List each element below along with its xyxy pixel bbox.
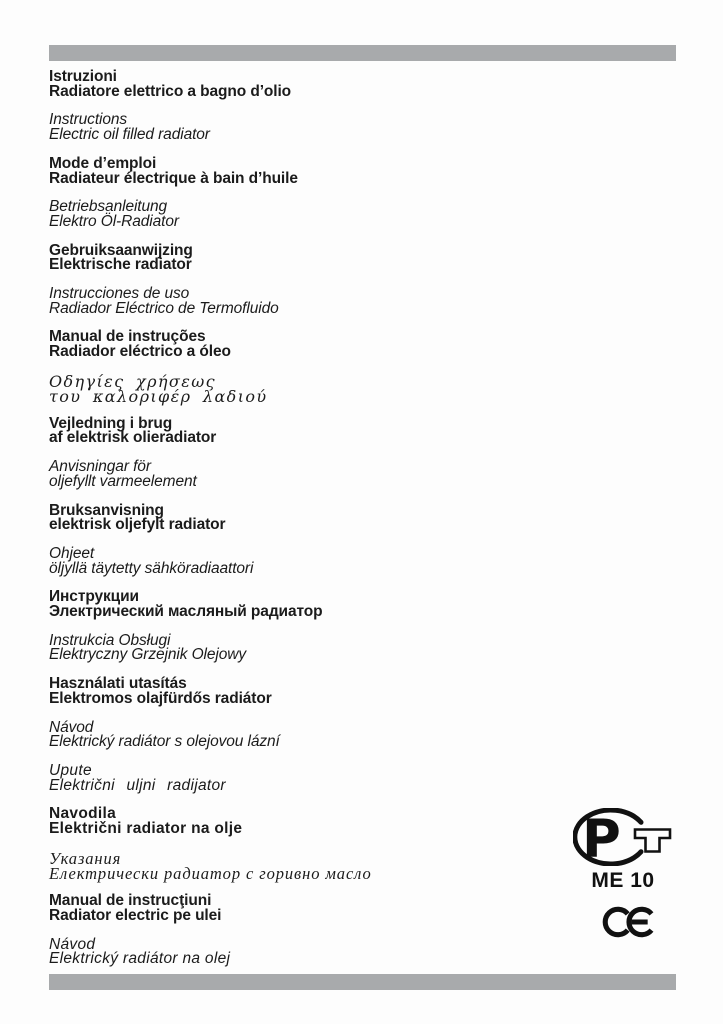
title-line: Návod (49, 935, 96, 953)
title-line: Vejledning i brug (49, 414, 173, 432)
title-line: Manual de instruções (49, 328, 206, 346)
subtitle-line: Radiator electric pe ulei (49, 907, 222, 925)
language-block-dutch (49, 241, 569, 274)
ce-mark-block (601, 903, 657, 941)
rostest-approval-code: ME 10 (591, 869, 655, 892)
svg-text:Р: Р (582, 809, 621, 866)
subtitle-line: oljefyllt varmeelement (49, 472, 197, 490)
title-line: Használati utasítás (49, 675, 187, 693)
title-line: Anvisningar för (49, 458, 151, 476)
bottom-divider-bar (49, 974, 676, 990)
rostest-certification-block (573, 808, 673, 893)
language-block-russian (49, 590, 569, 619)
language-block-polish (49, 631, 569, 664)
title-line: Инструкции (49, 588, 139, 606)
language-block-portuguese (49, 330, 569, 359)
subtitle-line: af elektrisk olieradiator (49, 429, 217, 447)
title-line: Instrucciones de uso (49, 285, 190, 303)
rostest-pct-certification-icon (573, 808, 673, 866)
subtitle-line: Radiador Eléctrico de Termofluido (49, 299, 279, 317)
subtitle-line: του καλοριφέρ λαδιού (49, 387, 268, 407)
title-line: Ohjeet (49, 544, 95, 562)
subtitle-line: Radiateur électrique à bain d’huile (49, 169, 298, 187)
title-line: Указания (49, 848, 122, 868)
language-block-spanish (49, 287, 569, 316)
title-line: Návod (49, 718, 94, 736)
subtitle-line: Elektromos olajfürdős radiátor (49, 689, 272, 707)
title-line: Instructions (49, 111, 128, 129)
title-line: Οδηγίες χρήσεως (49, 371, 217, 391)
ce-mark-icon (601, 903, 657, 941)
language-block-romanian (49, 894, 569, 923)
language-block-swedish (49, 460, 569, 489)
language-block-french (49, 154, 569, 187)
language-block-greek (49, 371, 569, 407)
subtitle-line: Elektro Öl-Radiator (49, 212, 179, 230)
subtitle-line: Električni uljni radijator (49, 776, 226, 794)
subtitle-line: Elektrický radiátor na olej (49, 950, 231, 968)
subtitle-line: Електрически радиатор с горивно масло (49, 864, 372, 884)
subtitle-line: Electric oil filled radiator (49, 126, 210, 144)
language-block-slovak (49, 935, 569, 968)
title-line: Betriebsanleitung (49, 198, 168, 216)
language-block-norwegian (49, 501, 569, 534)
subtitle-line: Elektrische radiator (49, 256, 192, 274)
title-line: Istruzioni (49, 68, 117, 85)
subtitle-line: Radiatore elettrico a bagno d’olio (49, 82, 292, 100)
subtitle-line: Radiador eléctrico a óleo (49, 343, 231, 361)
subtitle-line: elektrisk oljefylt radiator (49, 516, 226, 534)
subtitle-line: öljyllä täytetty sähköradiaattori (49, 559, 254, 577)
title-line: Manual de instrucţiuni (49, 892, 212, 910)
language-block-finnish (49, 544, 569, 577)
title-line: Navodila (49, 805, 117, 823)
language-block-german (49, 200, 569, 229)
language-title-list (49, 70, 569, 981)
title-line: Gebruiksaanwijzing (49, 241, 193, 259)
language-block-italian (49, 70, 569, 99)
language-block-english (49, 113, 569, 142)
language-block-slovenian (49, 807, 569, 836)
title-line: Bruksanvisning (49, 501, 164, 519)
language-block-bulgarian (49, 848, 569, 884)
language-block-danish (49, 414, 569, 447)
subtitle-line: Elektryczny Grzejnik Olejowy (49, 646, 247, 664)
title-line: Instrukcia Obsługi (49, 631, 171, 649)
subtitle-line: Электрический масляный радиатор (49, 603, 323, 621)
top-divider-bar (49, 45, 676, 61)
subtitle-line: Elektrický radiátor s olejovou lázní (49, 733, 280, 751)
language-block-croatian (49, 764, 569, 793)
language-block-czech (49, 718, 569, 751)
language-block-hungarian (49, 677, 569, 706)
title-line: Upute (49, 762, 92, 779)
subtitle-line: Električni radiator na olje (49, 820, 243, 838)
title-line: Mode d’emploi (49, 154, 157, 172)
